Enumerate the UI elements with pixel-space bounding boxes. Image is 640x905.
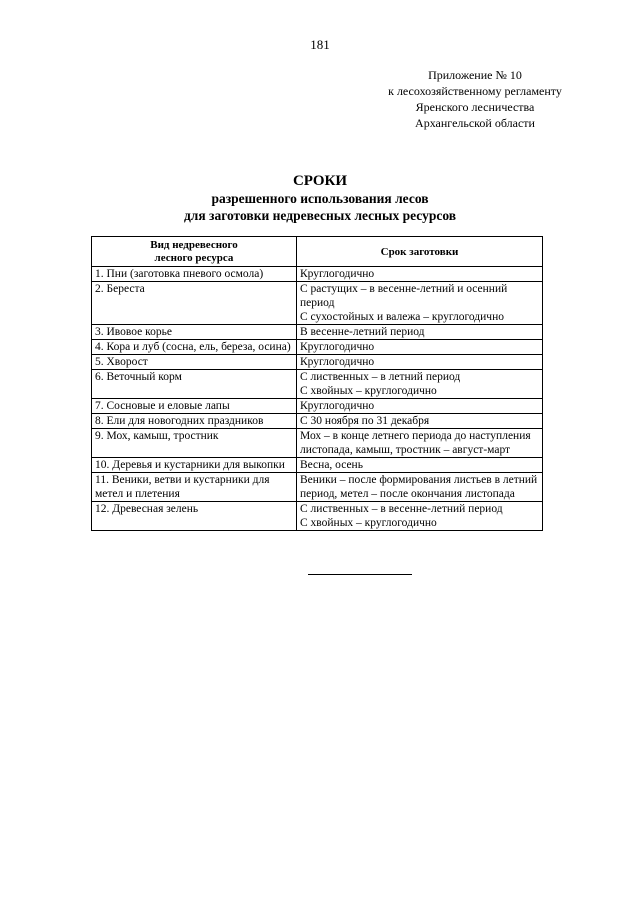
page-number: 181 xyxy=(310,37,330,52)
table-row xyxy=(92,340,543,355)
period-line: В весенне-летний период xyxy=(300,326,425,338)
period-line: С хвойных – круглогодично xyxy=(300,517,437,529)
period-line: Круглогодично xyxy=(300,356,375,368)
table-row xyxy=(92,502,543,531)
table-row xyxy=(92,473,543,502)
period-line: С растущих – в весенне-летний и осенний период xyxy=(300,283,508,309)
table-header-row xyxy=(92,237,543,267)
period-cell xyxy=(297,473,543,502)
period-line: С сухостойных и валежа – круглогодично xyxy=(300,311,504,323)
resource-cell: 2. Береста xyxy=(92,282,297,325)
resources-table xyxy=(91,236,543,531)
period-line: Круглогодично xyxy=(300,400,375,412)
table-row xyxy=(92,458,543,473)
period-line: С лиственных – в весенне-летний период xyxy=(300,503,503,515)
table-row xyxy=(92,414,543,429)
resource-cell: 4. Кора и луб (сосна, ель, береза, осина) xyxy=(92,340,297,355)
appendix-line: Архангельской области xyxy=(415,116,535,130)
period-cell xyxy=(297,355,543,370)
table-row xyxy=(92,355,543,370)
period-cell xyxy=(297,340,543,355)
period-line: Круглогодично xyxy=(300,341,375,353)
period-cell xyxy=(297,282,543,325)
period-line: Круглогодично xyxy=(300,268,375,280)
table-body xyxy=(92,267,543,531)
appendix-line: Приложение № 10 xyxy=(428,68,522,82)
table-row xyxy=(92,370,543,399)
period-cell xyxy=(297,370,543,399)
period-line: Мох – в конце летнего периода до наступления листопада, камыш, тростник – август-март xyxy=(300,430,531,456)
period-line: С лиственных – в летний период xyxy=(300,371,461,383)
period-cell xyxy=(297,502,543,531)
period-cell xyxy=(297,458,543,473)
table-row xyxy=(92,399,543,414)
resource-cell: 6. Веточный корм xyxy=(92,370,297,399)
resource-cell: 3. Ивовое корье xyxy=(92,325,297,340)
document-title xyxy=(0,172,640,224)
period-cell xyxy=(297,325,543,340)
table-row xyxy=(92,429,543,458)
resource-cell: 7. Сосновые и еловые лапы xyxy=(92,399,297,414)
period-cell xyxy=(297,267,543,282)
period-cell xyxy=(297,414,543,429)
period-line: С хвойных – круглогодично xyxy=(300,385,437,397)
period-line: С 30 ноября по 31 декабря xyxy=(300,415,430,427)
end-divider xyxy=(308,574,412,575)
resource-cell: 8. Ели для новогодних праздников xyxy=(92,414,297,429)
title-subtitle: разрешенного использования лесов xyxy=(211,191,429,206)
period-cell xyxy=(297,429,543,458)
resource-cell: 11. Веники, ветви и кустарники для метел и плетения xyxy=(92,473,297,502)
resource-cell: 10. Деревья и кустарники для выкопки xyxy=(92,458,297,473)
header-resource-type: Вид недревесного лесного ресурса xyxy=(92,237,297,267)
table-row xyxy=(92,325,543,340)
appendix-line: Яренского лесничества xyxy=(415,100,535,114)
period-cell xyxy=(297,399,543,414)
header-harvest-period: Срок заготовки xyxy=(297,237,543,267)
resource-cell: 5. Хворост xyxy=(92,355,297,370)
table-row xyxy=(92,282,543,325)
resource-cell: 9. Мох, камыш, тростник xyxy=(92,429,297,458)
appendix-line: к лесохозяйственному регламенту xyxy=(388,84,562,98)
table-row xyxy=(92,267,543,282)
resource-cell: 1. Пни (заготовка пневого осмола) xyxy=(92,267,297,282)
period-line: Весна, осень xyxy=(300,459,363,471)
title-main: СРОКИ xyxy=(292,173,348,189)
title-subtitle: для заготовки недревесных лесных ресурсов xyxy=(183,208,457,223)
resource-cell: 12. Древесная зелень xyxy=(92,502,297,531)
appendix-reference xyxy=(360,67,590,131)
period-line: Веники – после формирования листьев в летний период, метел – после окончания листопада xyxy=(300,474,538,500)
